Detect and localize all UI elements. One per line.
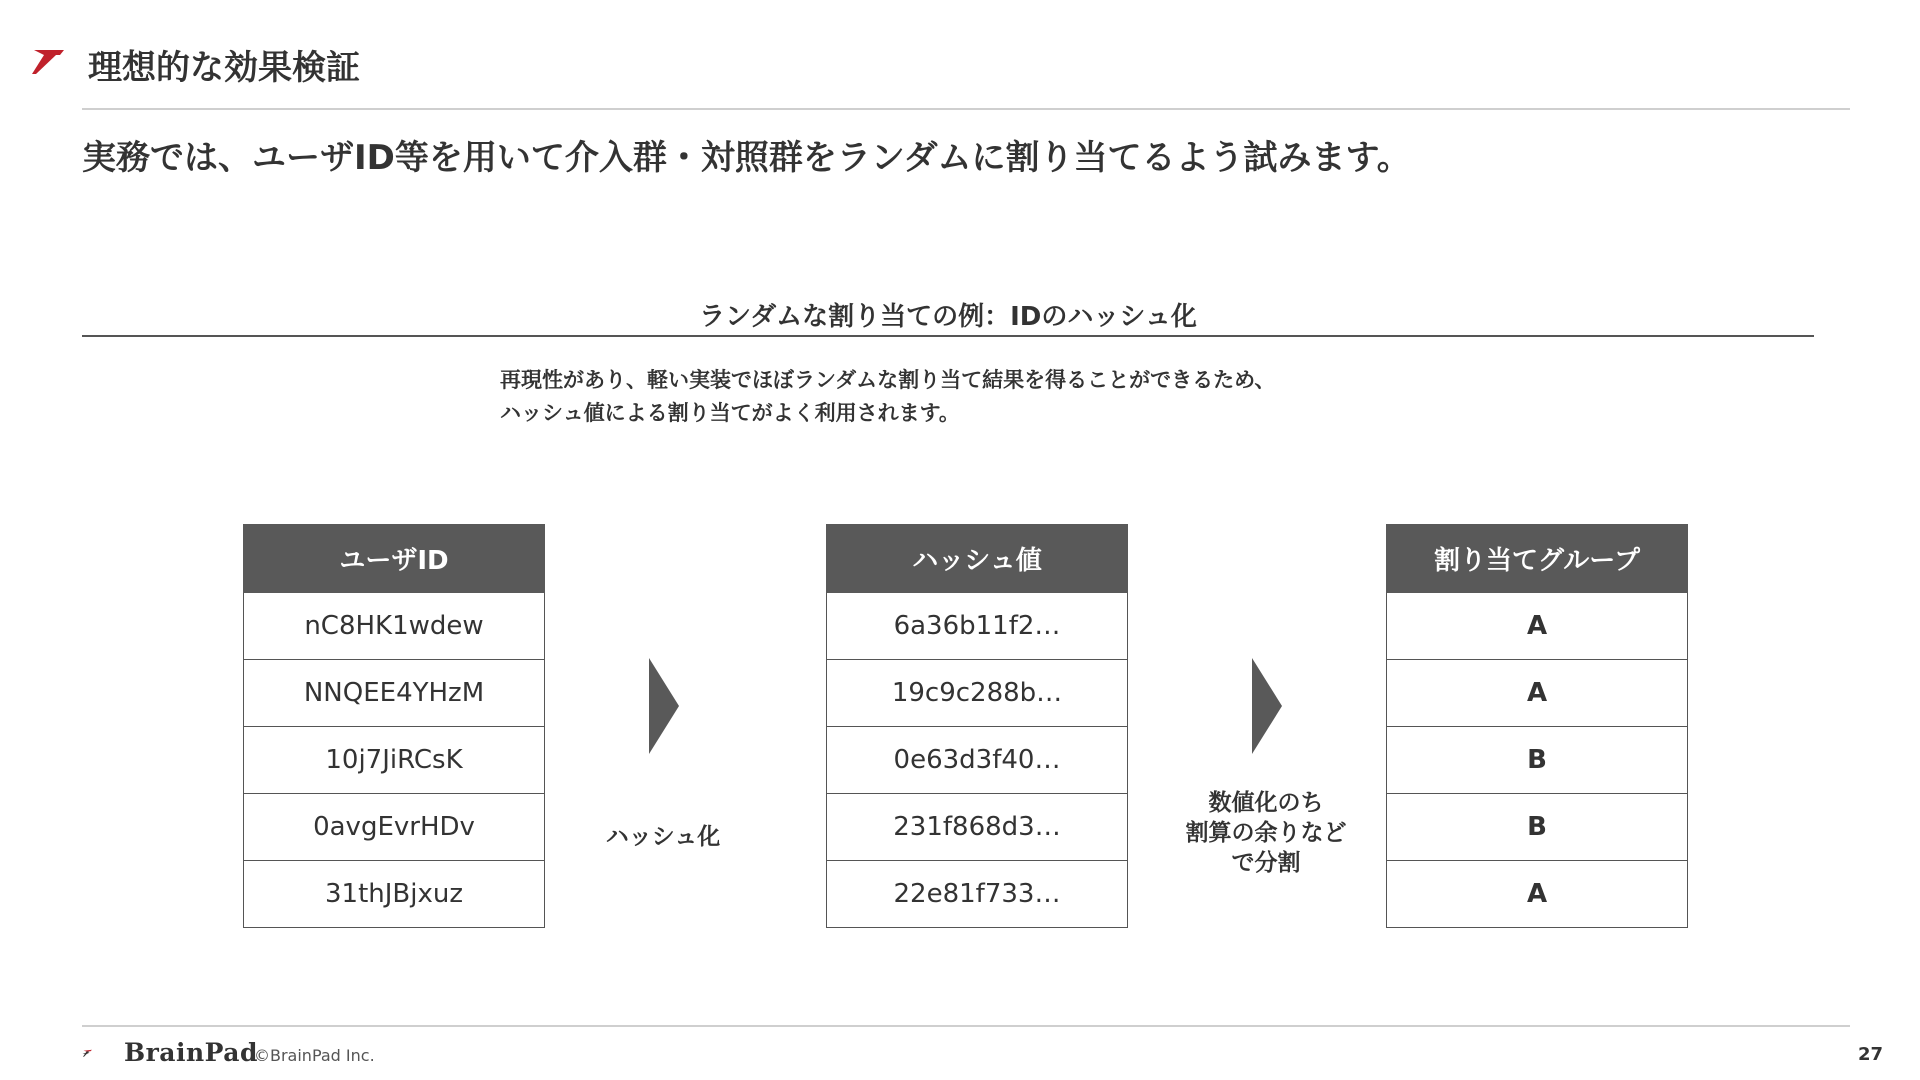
table-row: [1387, 727, 1688, 794]
section-divider: [82, 335, 1814, 337]
modulo-step-label: [1160, 788, 1372, 878]
footer-divider: [82, 1025, 1850, 1027]
hash-cell: 0e63d3f40…: [827, 727, 1128, 794]
group-cell: A: [1387, 861, 1688, 928]
table-row: [1387, 593, 1688, 660]
description-line: ハッシュ値による割り当てがよく利用されます。: [500, 401, 960, 425]
user-id-cell: 0avgEvrHDv: [244, 794, 545, 861]
chevron-right-icon: [649, 658, 679, 754]
hash-header: ハッシュ値: [827, 525, 1128, 593]
table-row: [827, 727, 1128, 794]
user-id-cell: 10j7JiRCsK: [244, 727, 545, 794]
user-id-table: [243, 524, 545, 928]
table-row: [827, 593, 1128, 660]
table-row: [827, 794, 1128, 861]
chevron-right-icon: [1252, 658, 1282, 754]
table-row: [244, 660, 545, 727]
slide-title: 理想的な効果検証: [88, 48, 360, 88]
copyright-text: ©BrainPad Inc.: [254, 1046, 375, 1065]
user-id-cell: NNQEE4YHzM: [244, 660, 545, 727]
page-number: 27: [1858, 1044, 1884, 1065]
table-row: [244, 794, 545, 861]
brainpad-logo-icon: [30, 48, 66, 76]
group-cell: B: [1387, 794, 1688, 861]
group-header: 割り当てグループ: [1387, 525, 1688, 593]
table-row: [827, 861, 1128, 928]
table-row: [1387, 794, 1688, 861]
modulo-label-line: で分割: [1231, 850, 1301, 876]
group-cell: B: [1387, 727, 1688, 794]
user-id-header: ユーザID: [244, 525, 545, 593]
brand-name: BrainPad: [124, 1038, 258, 1067]
hash-cell: 19c9c288b…: [827, 660, 1128, 727]
hash-step-label: ハッシュ化: [605, 824, 721, 850]
header-divider: [82, 108, 1850, 110]
modulo-label-line: 割算の余りなど: [1185, 820, 1347, 846]
lead-statement: 実務では、ユーザID等を用いて介入群・対照群をランダムに割り当てるよう試みます。: [82, 138, 1411, 178]
modulo-label-line: 数値化のち: [1208, 790, 1324, 816]
hash-cell: 231f868d3…: [827, 794, 1128, 861]
hash-table: [826, 524, 1128, 928]
table-row: [244, 861, 545, 928]
table-row: [1387, 861, 1688, 928]
user-id-cell: nC8HK1wdew: [244, 593, 545, 660]
group-cell: A: [1387, 593, 1688, 660]
description-line: 再現性があり、軽い実装でほぼランダムな割り当て結果を得ることができるため、: [500, 368, 1276, 392]
hash-cell: 6a36b11f2…: [827, 593, 1128, 660]
brainpad-logo-icon: [82, 1036, 122, 1070]
user-id-cell: 31thJBjxuz: [244, 861, 545, 928]
section-description: [500, 364, 1480, 430]
section-heading: ランダムな割り当ての例：IDのハッシュ化: [699, 302, 1197, 332]
group-table: [1386, 524, 1688, 928]
table-row: [244, 727, 545, 794]
table-row: [827, 660, 1128, 727]
table-row: [1387, 660, 1688, 727]
group-cell: A: [1387, 660, 1688, 727]
hash-cell: 22e81f733…: [827, 861, 1128, 928]
table-row: [244, 593, 545, 660]
